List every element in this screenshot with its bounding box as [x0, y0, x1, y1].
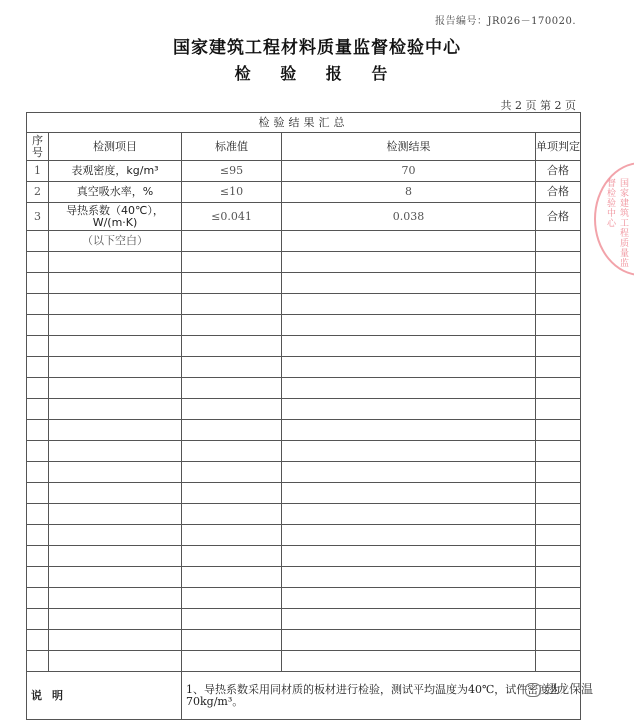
row-judgement: 合格 — [536, 182, 581, 203]
row-result: 8 — [282, 182, 536, 203]
blank-cell — [282, 231, 536, 252]
row-standard: ≤10 — [182, 182, 282, 203]
empty-row — [27, 651, 581, 672]
table-row — [27, 182, 581, 203]
stamp-text: 国家建筑工程质量监督检验中心 — [605, 178, 628, 268]
empty-row — [27, 483, 581, 504]
row-seq: 2 — [27, 182, 49, 203]
row-seq: 3 — [27, 203, 49, 231]
column-header-judgement: 单项判定 — [536, 133, 581, 161]
empty-row — [27, 609, 581, 630]
note-row — [27, 672, 581, 720]
empty-row — [27, 357, 581, 378]
row-item: 导热系数（40℃），W/(m·K) — [49, 203, 182, 231]
row-result: 70 — [282, 161, 536, 182]
row-judgement: 合格 — [536, 161, 581, 182]
report-number: 报告编号：JR026－170020. — [435, 16, 576, 27]
blank-cell — [27, 231, 49, 252]
chat-bubble-icon — [525, 683, 541, 697]
row-item: 表观密度，kg/m³ — [49, 161, 182, 182]
empty-row — [27, 588, 581, 609]
table-row — [27, 231, 581, 252]
row-seq: 1 — [27, 161, 49, 182]
table-row — [27, 161, 581, 182]
summary-title: 检验结果汇总 — [27, 113, 581, 133]
empty-row — [27, 336, 581, 357]
official-stamp — [594, 162, 634, 276]
empty-row — [27, 252, 581, 273]
empty-row — [27, 378, 581, 399]
watermark-text: 翅龙保温 — [545, 682, 594, 696]
note-label: 说明 — [27, 672, 182, 720]
empty-row — [27, 420, 581, 441]
blank-cell — [536, 231, 581, 252]
document-title: 检 验 报 告 — [234, 64, 400, 83]
watermark — [525, 680, 593, 697]
row-result: 0.038 — [282, 203, 536, 231]
column-header-seq: 序号 — [27, 133, 49, 161]
row-item: 真空吸水率，% — [49, 182, 182, 203]
page-info: 共 2 页 第 2 页 — [500, 99, 576, 112]
row-standard: ≤95 — [182, 161, 282, 182]
row-standard: ≤0.041 — [182, 203, 282, 231]
column-header-item: 检测项目 — [49, 133, 182, 161]
empty-row — [27, 525, 581, 546]
empty-row — [27, 273, 581, 294]
organization-name: 国家建筑工程材料质量监督检验中心 — [173, 38, 461, 58]
empty-row — [27, 462, 581, 483]
column-header-standard: 标准值 — [182, 133, 282, 161]
empty-row — [27, 504, 581, 525]
note-text: 1、导热系数采用同材质的板材进行检验，测试平均温度为40℃，试件密度为70kg/m³。 — [182, 672, 581, 720]
empty-row — [27, 441, 581, 462]
table-row — [27, 203, 581, 231]
empty-row — [27, 399, 581, 420]
blank-marker: （以下空白） — [49, 231, 182, 252]
results-table — [26, 112, 581, 720]
empty-row — [27, 567, 581, 588]
empty-row — [27, 315, 581, 336]
column-header-result: 检测结果 — [282, 133, 536, 161]
empty-row — [27, 546, 581, 567]
empty-row — [27, 630, 581, 651]
empty-row — [27, 294, 581, 315]
row-judgement: 合格 — [536, 203, 581, 231]
blank-cell — [182, 231, 282, 252]
